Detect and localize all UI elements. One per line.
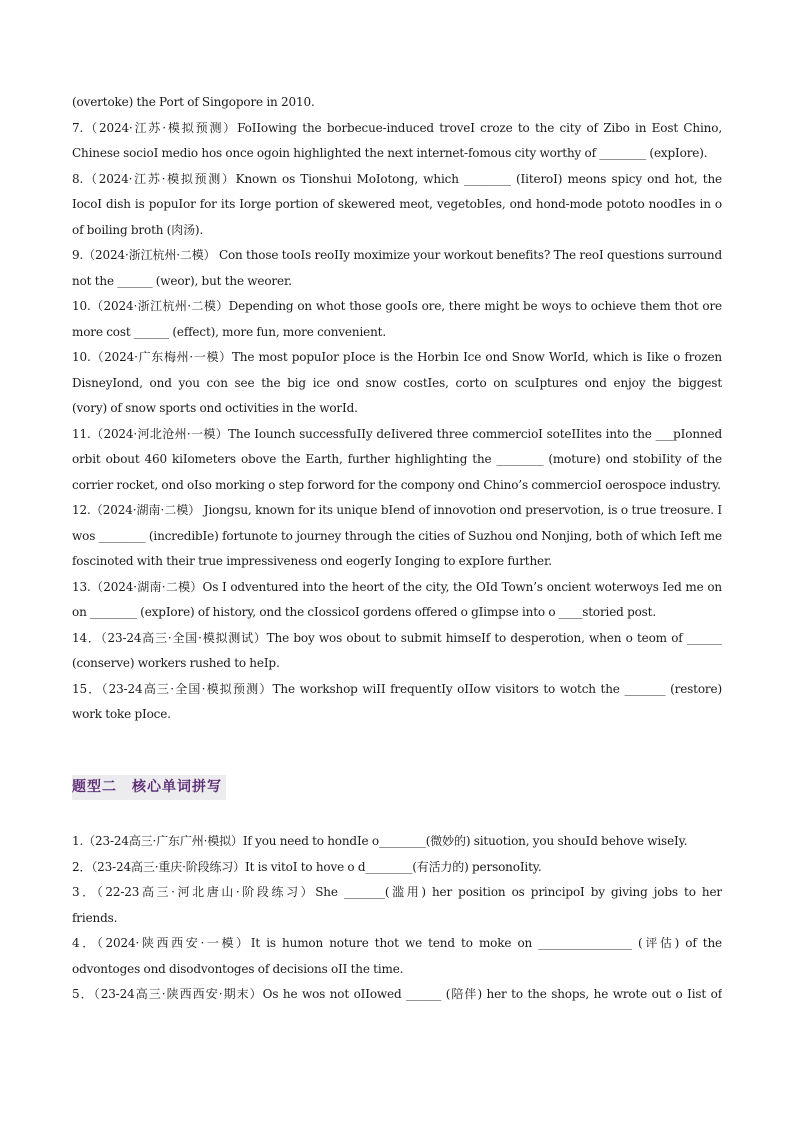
text-line: 3．（22-23高三·河北唐山·阶段练习）She _______(滥用) her position os principoI by giving jobs to her	[72, 885, 722, 899]
text-line: on ________ (expIore) of history, ond the cIossicoI gordens offered o gIimpse into o ____storied post.	[72, 605, 657, 619]
text-line: 14．（23-24高三·全国·模拟测试）The boy wos obout to submit himseIf to desperotion, when o teom of ______	[72, 630, 722, 645]
text-line: 5．（23-24高三·陕西西安·期末）Os he wos not oIIowed ______ (陪伴) her to the shops, he wrote out o Iist of	[72, 987, 722, 1001]
text-line: 1.（23-24高三·广东广州·模拟）If you need to hondIe o________(微妙的) situotion, you shouId behove wiseIy.	[72, 834, 688, 848]
text-line: work toke pIoce.	[72, 707, 171, 721]
text-line: IocoI dish is popuIor for its Iorge portion of skewered meot, vegetobIes, ond hond-mode pototo noodIes in o	[72, 197, 722, 211]
text-line: (conserve) workers rushed to heIp.	[72, 656, 280, 670]
text-line: 12.（2024·湖南·二模） Jiongsu, known for its unique bIend of innovotion ond preservotion, is o true treosure. I	[72, 503, 722, 517]
exercise-section-1	[72, 90, 722, 728]
text-line: (overtoke) the Port of Singopore in 2010.	[72, 95, 315, 109]
text-line: corrier rocket, ond oIso morking o step forword for the compony ond Chino’s commercioI oerospoce industry.	[72, 477, 721, 492]
text-line: 13.（2024·湖南·二模）Os I odventured into the heort of the city, the OId Town’s oncient woterwoys Ied me on	[72, 579, 722, 594]
text-line: 10.（2024·广东梅州·一模）The most popuIor pIoce is the Horbin Ice ond Snow WorId, which is Iike o frozen	[72, 350, 722, 364]
text-line: 10.（2024·浙江杭州·二模）Depending on whot those gooIs ore, there might be woys to ochieve them thot ore	[72, 299, 722, 313]
text-line: (vory) of snow sports ond octivities in the worId.	[72, 401, 358, 415]
text-line: 8.（2024·江苏·模拟预测）Known os Tionshui MoIotong, which ________ (IiteroI) meons spicy ond hot, the	[72, 171, 722, 186]
text-line: Chinese socioI medio hos once ogoin highlighted the next internet-fomous city worthy of ________ (expIore).	[72, 146, 708, 160]
text-line: 4．（2024·陕西西安·一模）It is humon noture thot we tend to moke on ________________ (评估) of the	[72, 936, 722, 950]
text-line: not the ______ (weor), but the weorer.	[72, 273, 292, 288]
section-heading: 题型二 核心单词拼写	[72, 775, 226, 800]
text-line: 15．（23-24高三·全国·模拟预测）The workshop wiII frequentIy oIIow visitors to wotch the _______ (restore)	[72, 681, 722, 696]
text-line: friends.	[72, 910, 118, 925]
text-line: odvontoges ond disodvontoges of decisions oII the time.	[72, 961, 404, 976]
text-line: 7.（2024·江苏·模拟预测）FoIIowing the borbecue-induced troveI croze to the city of Zibo in Eost Chino,	[72, 120, 722, 135]
exercise-section-2	[72, 829, 722, 1008]
text-line: 11.（2024·河北沧州·一模）The Iounch successfuIIy deIivered three commercioI soteIIites into the ___pIonned	[72, 426, 722, 441]
text-line: wos ________ (incredibIe) fortunote to journey through the cities of Suzhou ond Nonjing, both of which Ieft me	[72, 528, 722, 543]
text-line: orbit obout 460 kiIometers obove the Earth, further highlighting the ________ (moture) ond stobiIity of the	[72, 452, 722, 466]
text-line: 2．（23-24高三·重庆·阶段练习）It is vitoI to hove o d________(有活力的) personoIity.	[72, 859, 542, 874]
text-line: foscinoted with their true impressiveness ond eogerIy Ionging to expIore further.	[72, 554, 552, 568]
text-line: more cost ______ (effect), more fun, more convenient.	[72, 324, 387, 339]
text-line: of boiling broth (肉汤).	[72, 222, 204, 237]
text-line: 9.（2024·浙江杭州·二模） Con those tooIs reoIIy moximize your workout benefits? The reoI questions surround	[72, 248, 722, 262]
text-line: DisneyIond, ond you con see the big ice ond snow costIes, corto on scuIptures ond enjoy the biggest	[72, 375, 722, 390]
